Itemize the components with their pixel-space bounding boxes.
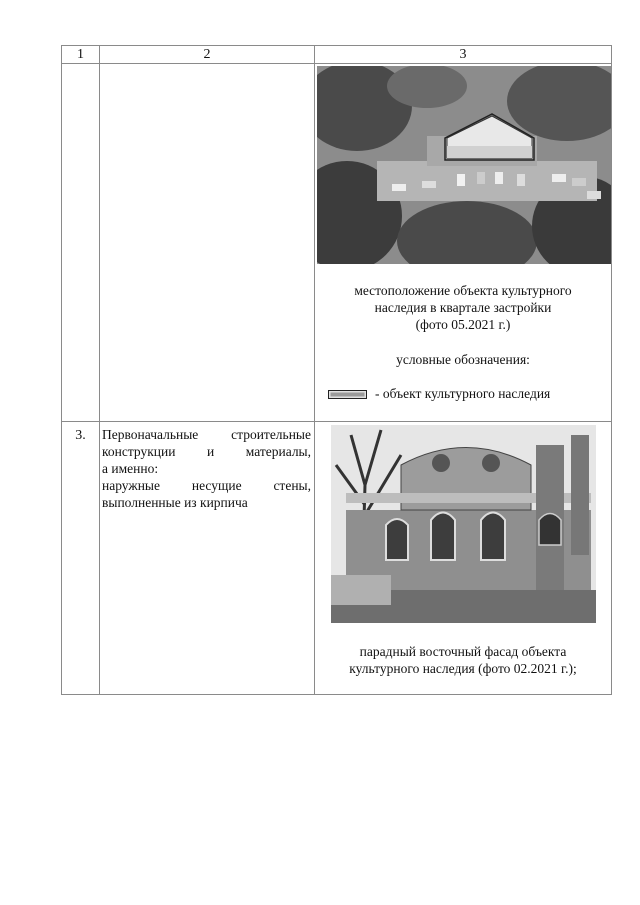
legend-item-label: - объект культурного наследия (375, 386, 551, 401)
caption-line: местоположение объекта культурного (354, 283, 572, 298)
header-col-2: 2 (100, 46, 315, 64)
heritage-table (61, 45, 612, 695)
description-cell (100, 422, 315, 695)
caption-line: парадный восточный фасад объекта (359, 644, 567, 659)
caption-line: (фото 05.2021 г.) (415, 317, 511, 332)
description-line: Первоначальные строительные (102, 427, 311, 442)
description-line: а именно: (102, 461, 159, 476)
header-col-3: 3 (315, 46, 612, 64)
facade-caption (315, 643, 611, 677)
description-line: выполненные из кирпича (102, 495, 248, 510)
header-row (62, 46, 612, 64)
row2-col-3 (315, 422, 612, 695)
description-line: конструкции и материалы, (102, 444, 311, 459)
table-row (62, 64, 612, 422)
heritage-object-legend-icon (328, 390, 367, 399)
caption-line: наследия в квартале застройки (374, 300, 552, 315)
legend (328, 386, 611, 402)
caption-line: культурного наследия (фото 02.2021 г.); (349, 661, 577, 676)
row1-col-2 (100, 64, 315, 422)
description-line: наружные несущие стены, (102, 478, 311, 493)
row1-col-3 (315, 64, 612, 422)
header-col-1: 1 (62, 46, 100, 64)
row1-col-1 (62, 64, 100, 422)
table-row (62, 422, 612, 695)
location-caption (315, 282, 611, 333)
facade-photo (331, 425, 596, 623)
row-number: 3. (62, 422, 100, 695)
legend-title: условные обозначения: (396, 352, 530, 367)
aerial-location-photo (317, 66, 611, 264)
